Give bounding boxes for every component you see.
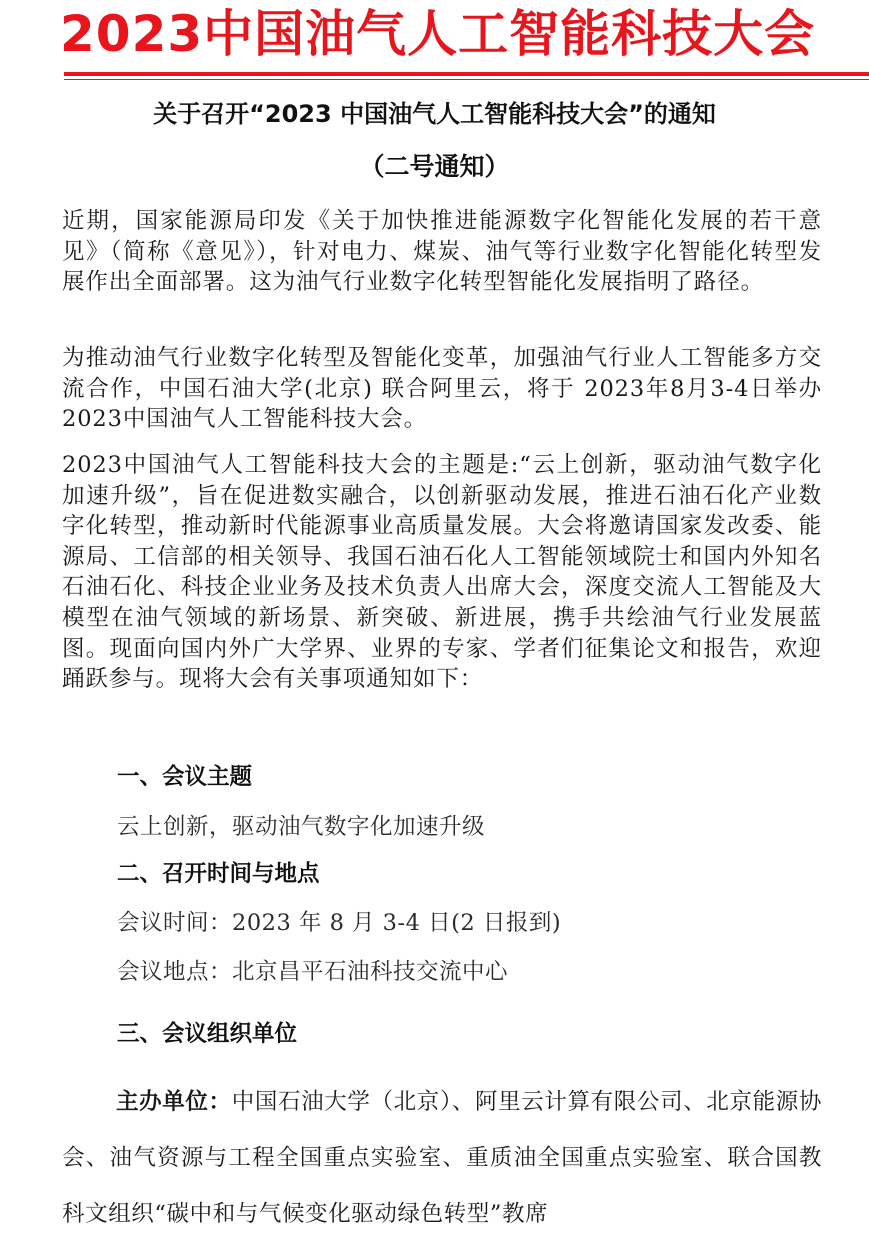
- header-rule-thin: [64, 79, 869, 80]
- section-heading-theme: 一、会议主题: [117, 764, 253, 790]
- meeting-time: 会议时间：2023 年 8 月 3-4 日(2 日报到): [117, 910, 562, 936]
- host-label: 主办单位：: [116, 1089, 232, 1115]
- organizers-paragraph: [62, 1074, 822, 1242]
- notice-subtitle: （二号通知）: [359, 152, 510, 181]
- section-heading-time-place: 二、召开时间与地点: [117, 861, 320, 887]
- masthead: [0, 0, 869, 70]
- notice-title: 关于召开“2023 中国油气人工智能科技大会”的通知: [153, 100, 716, 128]
- meeting-place: 会议地点：北京昌平石油科技交流中心: [117, 959, 509, 985]
- section-heading-organizers: 三、会议组织单位: [117, 1021, 298, 1047]
- intro-paragraph-3: 2023中国油气人工智能科技大会的主题是:“云上创新，驱动油气数字化加速升级”，旨在促进数实融合，以创新驱动发展，推进石油石化产业数字化转型，推动新时代能源事业高质量发展。大会将邀请国家发改委、能源局、工信部的相关领导、我国石油石化人工智能领域院士和国内外知名石油石化、科技企业业务及技术负责人出席大会，深度交流人工智能及大模型在油气领域的新场景、新突破、新进展，携手共绘油气行业发展蓝图。现面向国内外广大学界、业界的专家、学者们征集论文和报告，欢迎踊跃参与。现将大会有关事项通知如下：: [62, 452, 822, 693]
- masthead-title: 2023中国油气人工智能科技大会: [60, 5, 816, 63]
- theme-text: 云上创新，驱动油气数字化加速升级: [117, 814, 486, 840]
- header-rule-thick: [64, 72, 869, 76]
- host-text: 中国石油大学（北京）、阿里云计算有限公司、北京能源协会、油气资源与工程全国重点实验室、重质油全国重点实验室、联合国教科文组织“碳中和与气候变化驱动绿色转型”教席: [62, 1089, 822, 1227]
- intro-paragraph-2: 为推动油气行业数字化转型及智能化变革，加强油气行业人工智能多方交流合作，中国石油大学(北京) 联合阿里云，将于 2023年8月3-4日举办2023中国油气人工智能科技大会。: [62, 345, 822, 433]
- intro-paragraph-1: 近期，国家能源局印发《关于加快推进能源数字化智能化发展的若干意见》（简称《意见》），针对电力、煤炭、油气等行业数字化智能化转型发展作出全面部署。这为油气行业数字化转型智能化发展指明了路径。: [62, 208, 822, 296]
